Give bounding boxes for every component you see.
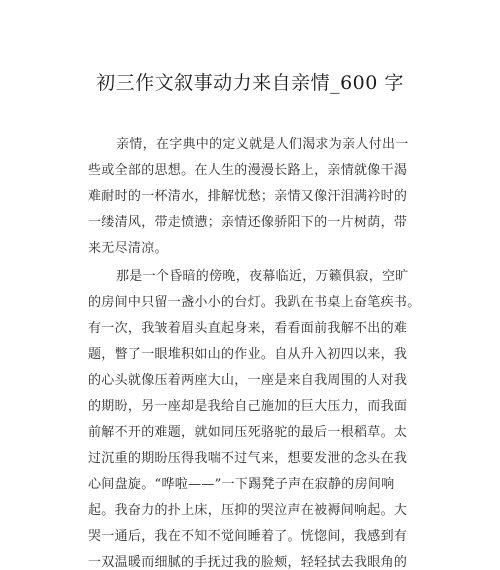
text-line: 过沉重的期盼压得我喘不过气来，想要发泄的念头在我 [88,451,408,466]
text-line: 有一次，我皱着眉头直起身来，看看面前我解不出的难 [88,321,408,336]
text-line: 哭一通后，我在不知不觉间睡着了。恍惚间，我感到有 [88,529,408,544]
text-line: 的心头就像压着两座大山，一座是来自我周围的人对我 [88,373,408,388]
text-line: 难耐时的一杯清水，排解忧愁；亲情又像汗泪满衿时的 [88,189,408,204]
text-line: 那是一个昏暗的傍晚，夜幕临近，万籁俱寂，空旷 [116,269,409,284]
text-line: 的期盼，另一座却是我给自己施加的巨大压力，而我面 [88,399,408,414]
text-line: 一缕清风，带走愤懑；亲情还像骄阳下的一片树荫，带 [88,215,408,230]
text-line: 一双温暖而细腻的手抚过我的脸颊，轻轻拭去我眼角的 [88,555,408,570]
text-line: 前解不开的难题，就如同压死骆驼的最后一根稻草。太 [88,425,408,440]
text-line: 亲情，在字典中的定义就是人们渴求为亲人付出一 [116,137,409,152]
text-line: 心间盘旋。“哗啦——”一下踢凳子声在寂静的房间响 [88,477,395,492]
text-line: 起。我奋力的扑上床，压抑的哭泣声在被褥间响起。大 [88,503,408,518]
text-line: 些或全部的思想。在人生的漫漫长路上，亲情就像干渴 [88,163,408,178]
text-line: 来无尽清凉。 [88,241,168,256]
text-line: 题，瞥了一眼堆积如山的作业。自从升入初四以来，我 [88,347,408,362]
document-title: 初三作文叙事动力来自亲情_600 字 [96,72,404,94]
text-line: 的房间中只留一盏小小的台灯。我趴在书桌上奋笔疾书。 [88,295,421,310]
